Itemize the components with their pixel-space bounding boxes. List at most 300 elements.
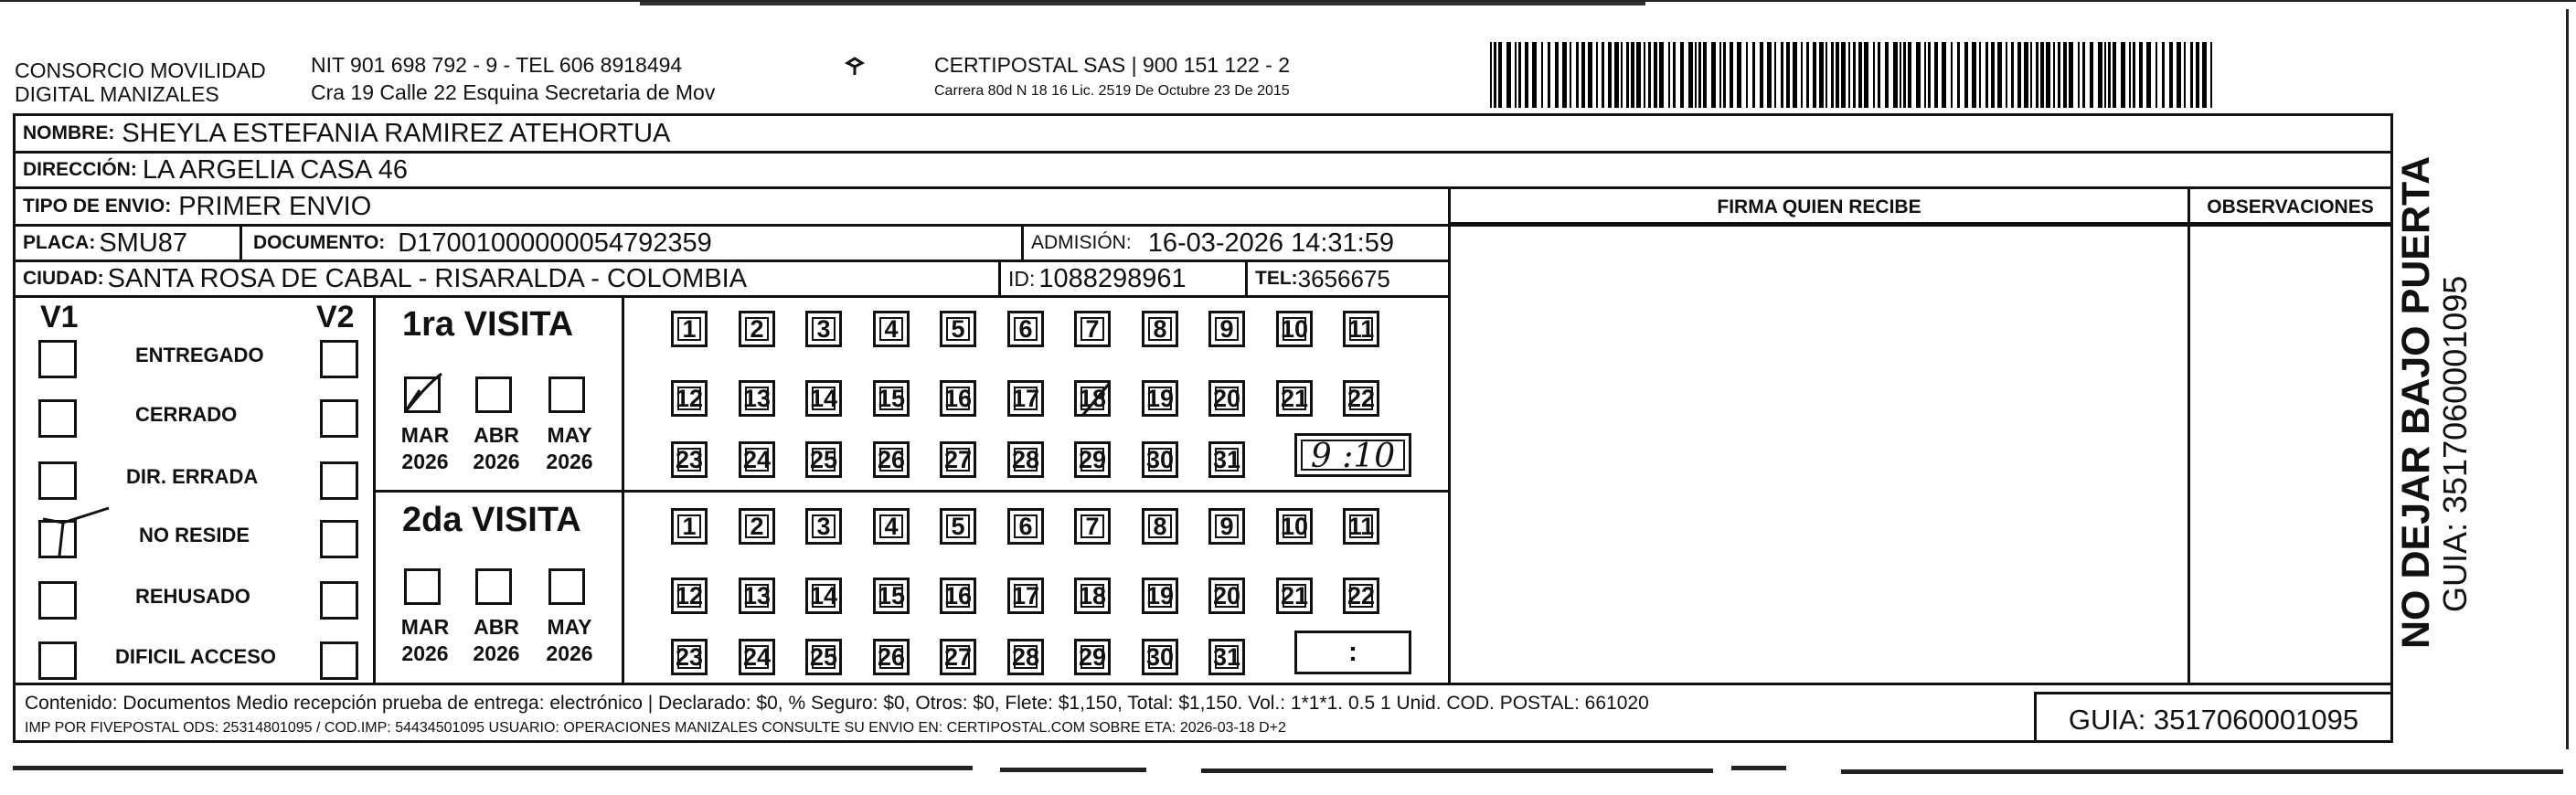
- barcode-bar: [1928, 42, 1931, 108]
- day-number: 29: [1078, 642, 1107, 671]
- day-box[interactable]: [739, 639, 775, 675]
- day-box[interactable]: [1208, 508, 1245, 545]
- barcode-bar: [1719, 42, 1721, 108]
- barcode-bar: [1801, 42, 1803, 108]
- month-year: 2026: [473, 641, 520, 665]
- v1-checkbox[interactable]: [38, 399, 77, 438]
- day-number: 30: [1145, 445, 1175, 473]
- barcode-bar: [2063, 42, 2067, 108]
- status-option-label: REHUSADO: [135, 585, 250, 608]
- barcode-bar: [1648, 42, 1651, 108]
- day-number: 8: [1153, 314, 1167, 343]
- day-box[interactable]: [873, 578, 910, 614]
- day-box[interactable]: [1276, 578, 1313, 614]
- v2-checkbox[interactable]: [320, 340, 358, 378]
- barcode-bar: [1826, 42, 1827, 108]
- barcode-bar: [1964, 42, 1968, 108]
- guia-box: [2034, 692, 2393, 743]
- admision-value: 16-03-2026 14:31:59: [1147, 228, 1394, 258]
- day-number: 2: [750, 512, 764, 540]
- barcode-bar: [1498, 42, 1502, 108]
- barcode-bar: [1673, 42, 1676, 108]
- barcode-bar: [1668, 42, 1670, 108]
- day-number: 1: [682, 314, 697, 343]
- barcode-bar: [1916, 42, 1921, 108]
- status-option-label: CERRADO: [135, 403, 238, 426]
- barcode-bar: [1806, 42, 1809, 108]
- barcode-bar: [1972, 42, 1976, 108]
- day-box[interactable]: [1208, 311, 1245, 347]
- barcode-bar: [2078, 42, 2080, 108]
- day-box[interactable]: [1074, 639, 1111, 675]
- day-box[interactable]: [1007, 508, 1044, 545]
- placa-value: SMU87: [99, 228, 188, 258]
- day-number: 9: [1219, 512, 1234, 540]
- barcode-bar: [2017, 42, 2021, 108]
- month-year: 2026: [473, 450, 520, 473]
- status-option-label: DIR. ERRADA: [126, 465, 259, 488]
- month-checkbox[interactable]: [548, 376, 585, 413]
- day-number: 22: [1347, 581, 1376, 610]
- barcode-bar: [1934, 42, 1938, 108]
- barcode-bar: [1813, 42, 1816, 108]
- day-box[interactable]: [1343, 380, 1379, 417]
- day-box[interactable]: [1208, 441, 1245, 478]
- day-box[interactable]: [1007, 441, 1044, 478]
- v1-checkbox[interactable]: [38, 340, 77, 378]
- barcode-bar: [1786, 42, 1790, 108]
- id-field: [998, 262, 1245, 295]
- day-number: 15: [877, 581, 906, 610]
- barcode-bar: [2069, 42, 2073, 108]
- barcode-bar: [2104, 42, 2106, 108]
- barcode-bar: [2053, 42, 2055, 108]
- barcode-bar: [1688, 42, 1693, 108]
- tel-label: TEL:: [1255, 268, 1298, 289]
- barcode-bar: [1979, 42, 1981, 108]
- documento-label: DOCUMENTO:: [253, 232, 386, 253]
- barcode-bar: [2196, 42, 2199, 108]
- month-label: [538, 614, 601, 667]
- barcode-bar: [1555, 42, 1559, 108]
- day-box[interactable]: [940, 441, 976, 478]
- day-box[interactable]: [1276, 311, 1313, 347]
- day-number: 25: [809, 445, 838, 473]
- day-number: 8: [1153, 512, 1167, 540]
- day-box[interactable]: [873, 380, 910, 417]
- v2-checkbox[interactable]: [320, 461, 358, 500]
- month-label: [538, 422, 601, 475]
- v2-checkbox[interactable]: [320, 399, 358, 438]
- barcode-bar: [1695, 42, 1697, 108]
- day-box[interactable]: [940, 311, 976, 347]
- day-number: 18: [1078, 581, 1107, 610]
- day-number: 22: [1347, 384, 1376, 412]
- barcode-bar: [1942, 42, 1946, 108]
- barcode-bar: [1636, 42, 1641, 108]
- day-box[interactable]: [1343, 508, 1379, 545]
- day-box[interactable]: [805, 311, 842, 347]
- admision-field: [1021, 227, 1451, 260]
- day-box[interactable]: [1007, 311, 1044, 347]
- day-number: 4: [884, 512, 899, 540]
- barcode-bar: [2108, 42, 2111, 108]
- day-box[interactable]: [1276, 380, 1313, 417]
- barcode-bar: [1562, 42, 1567, 108]
- barcode-bar: [2058, 42, 2060, 108]
- month-name: MAY: [547, 423, 592, 447]
- v1-checkbox[interactable]: [38, 520, 77, 558]
- day-box[interactable]: [1007, 578, 1044, 614]
- tipo-label: TIPO DE ENVIO:: [23, 196, 172, 217]
- firma-box: [1448, 186, 2190, 685]
- barcode-bar: [1781, 42, 1783, 108]
- day-box[interactable]: [940, 380, 976, 417]
- v2-header: V2: [316, 300, 355, 334]
- barcode-bar: [2082, 42, 2085, 108]
- day-number: 6: [1018, 314, 1033, 343]
- carrier-license: Carrera 80d N 18 16 Lic. 2519 De Octubre 23 De 2015: [934, 83, 1290, 99]
- month-label: [393, 614, 457, 667]
- day-number: 3: [816, 314, 831, 343]
- barcode-bar: [1631, 42, 1634, 108]
- placa-label: PLACA:: [23, 232, 96, 253]
- day-box[interactable]: [739, 311, 775, 347]
- day-box[interactable]: [940, 578, 976, 614]
- sender-company: [15, 58, 266, 106]
- barcode-bar: [1873, 42, 1875, 108]
- day-number: 13: [742, 581, 772, 610]
- visit1-time[interactable]: [1294, 433, 1411, 477]
- barcode-bar: [2162, 42, 2165, 108]
- nombre-label: NOMBRE:: [23, 122, 115, 143]
- day-box[interactable]: [805, 380, 842, 417]
- barcode-bar: [1997, 42, 2002, 108]
- visit2-time[interactable]: [1294, 631, 1411, 674]
- month-year: 2026: [401, 641, 449, 665]
- v2-checkbox[interactable]: [320, 641, 358, 680]
- status-option-label: DIFICIL ACCESO: [115, 645, 277, 668]
- barcode-bar: [2139, 42, 2143, 108]
- day-box[interactable]: [671, 441, 708, 478]
- day-box[interactable]: [873, 311, 910, 347]
- day-number: 13: [742, 384, 772, 412]
- v2-checkbox[interactable]: [320, 520, 358, 558]
- direccion-value: LA ARGELIA CASA 46: [142, 154, 409, 185]
- day-box[interactable]: [1007, 639, 1044, 675]
- day-box[interactable]: [1074, 508, 1111, 545]
- day-number: 21: [1280, 384, 1309, 412]
- sender-info: [311, 53, 715, 104]
- day-box[interactable]: [671, 578, 708, 614]
- month-year: 2026: [546, 641, 593, 665]
- day-box[interactable]: [805, 578, 842, 614]
- scan-edge-top: [0, 0, 2576, 13]
- day-number: 5: [951, 512, 965, 540]
- barcode-bar: [1654, 42, 1657, 108]
- day-number: 21: [1280, 581, 1309, 610]
- day-number: 16: [943, 581, 973, 610]
- barcode-bar: [2146, 42, 2151, 108]
- tipo-value: PRIMER ENVIO: [178, 191, 372, 221]
- day-box[interactable]: [1142, 311, 1178, 347]
- side-text: [2395, 156, 2474, 649]
- barcode-bar: [1746, 42, 1748, 108]
- day-box[interactable]: [1142, 578, 1178, 614]
- carrier-name: CERTIPOSTAL SAS | 900 151 122 - 2: [934, 53, 1291, 77]
- barcode-bar: [2030, 42, 2032, 108]
- day-number: 24: [742, 642, 772, 671]
- day-box[interactable]: [1343, 578, 1379, 614]
- day-number: 16: [943, 384, 973, 412]
- barcode-bar: [1774, 42, 1776, 108]
- month-label: [464, 422, 528, 475]
- side-warning: NO DEJAR BAJO PUERTA: [2394, 155, 2438, 649]
- visit2-title: 2da VISITA: [402, 501, 581, 539]
- barcode-bar: [1853, 42, 1856, 108]
- v1-checkbox[interactable]: [38, 581, 77, 620]
- day-box[interactable]: [739, 508, 775, 545]
- month-name: ABR: [474, 423, 519, 447]
- barcode-bar: [2006, 42, 2007, 108]
- barcode-bar: [1659, 42, 1664, 108]
- day-number: 27: [943, 642, 973, 671]
- day-box[interactable]: [1142, 380, 1178, 417]
- barcode-bar: [2090, 42, 2093, 108]
- day-number: 14: [809, 384, 838, 412]
- month-checkbox[interactable]: [475, 568, 512, 605]
- barcode-bar: [1644, 42, 1645, 108]
- day-box[interactable]: [1074, 380, 1111, 417]
- day-box[interactable]: [671, 639, 708, 675]
- day-number: 4: [884, 314, 899, 343]
- footer-imp: IMP POR FIVEPOSTAL ODS: 25314801095 / COD.IMP: 54434501095 USUARIO: OPERACIONES MANIZALES CONSULTE SU ENVIO EN: CERTIPOSTAL.COM SOBRE ETA: 2026-03-18 D+2: [25, 720, 1286, 736]
- row-direccion: [13, 151, 2393, 189]
- barcode-bar: [1506, 42, 1511, 108]
- barcode-bar: [2036, 42, 2038, 108]
- day-number: 19: [1145, 384, 1175, 412]
- day-number: 10: [1280, 314, 1309, 343]
- month-checkbox[interactable]: [404, 568, 441, 605]
- day-number: 20: [1212, 581, 1241, 610]
- barcode-bar: [1878, 42, 1880, 108]
- barcode-bar: [2113, 42, 2116, 108]
- day-number: 2: [750, 314, 764, 343]
- month-label: [464, 614, 528, 667]
- day-box[interactable]: [739, 441, 775, 478]
- day-number: 20: [1212, 384, 1241, 412]
- guia-box-value: GUIA: 3517060001095: [2068, 704, 2359, 736]
- day-number: 23: [675, 642, 704, 671]
- ciudad-value: SANTA ROSA DE CABAL - RISARALDA - COLOMBIA: [107, 263, 748, 293]
- sender-address: Cra 19 Calle 22 Esquina Secretaria de Mov: [311, 80, 716, 104]
- footer-contenido: Contenido: Documentos Medio recepción prueba de entrega: electrónico | Declarado: $0, % Seguro: $0, Otros: $0, Flete: $1,150, Total: $1,150. Vol.: 1*1*1. 0.5 1 Unid. COD. POSTAL: 661020: [25, 693, 1649, 714]
- placa-field: [16, 227, 242, 260]
- day-number: 25: [809, 642, 838, 671]
- day-box[interactable]: [873, 508, 910, 545]
- day-box[interactable]: [1007, 380, 1044, 417]
- barcode-bar: [1596, 42, 1598, 108]
- barcode-bar: [1819, 42, 1824, 108]
- day-number: 28: [1011, 642, 1040, 671]
- month-checkbox[interactable]: [548, 568, 585, 605]
- day-number: 9: [1219, 314, 1234, 343]
- month-year: 2026: [401, 450, 449, 473]
- barcode-bar: [1991, 42, 1995, 108]
- nombre-field: [16, 116, 670, 151]
- month-label: [393, 422, 457, 475]
- barcode-bar: [1515, 42, 1517, 108]
- barcode-bar: [2156, 42, 2157, 108]
- tipo-field: [16, 189, 371, 224]
- barcode-bar: [1924, 42, 1926, 108]
- day-box[interactable]: [873, 639, 910, 675]
- day-box[interactable]: [1074, 578, 1111, 614]
- barcode-bar: [2046, 42, 2050, 108]
- day-number: 26: [877, 445, 906, 473]
- barcode-bar: [1723, 42, 1726, 108]
- barcode-bar: [1951, 42, 1953, 108]
- barcode-bar: [1908, 42, 1911, 108]
- barcode-bar: [2202, 42, 2207, 108]
- visit1-time-value: 9 :10: [1310, 438, 1396, 475]
- day-box[interactable]: [671, 508, 708, 545]
- documento-value: D17001000000054792359: [398, 228, 712, 258]
- v1-header: V1: [40, 300, 79, 334]
- scan-edge-right: [2566, 9, 2569, 749]
- month-checkbox[interactable]: [404, 376, 441, 413]
- month-name: MAR: [400, 423, 450, 447]
- direccion-label: DIRECCIÓN:: [23, 159, 137, 180]
- row-placa: [13, 224, 1451, 262]
- day-box[interactable]: [1208, 639, 1245, 675]
- barcode-bar: [1548, 42, 1550, 108]
- day-box[interactable]: [805, 639, 842, 675]
- barcode-bar: [1518, 42, 1521, 108]
- sender-company-line2: DIGITAL MANIZALES: [15, 82, 219, 106]
- day-box[interactable]: [873, 441, 910, 478]
- nombre-value: SHEYLA ESTEFANIA RAMIREZ ATEHORTUA: [122, 118, 671, 148]
- barcode-bar: [1848, 42, 1850, 108]
- day-box[interactable]: [1074, 311, 1111, 347]
- day-number: 17: [1011, 581, 1040, 610]
- documento-field: [246, 227, 1023, 260]
- month-name: MAY: [547, 615, 592, 639]
- barcode-bar: [2098, 42, 2102, 108]
- day-box[interactable]: [1343, 311, 1379, 347]
- day-number: 12: [675, 384, 704, 412]
- day-number: 28: [1011, 445, 1040, 473]
- id-label: ID:: [1008, 266, 1036, 291]
- barcode-bar: [2129, 42, 2131, 108]
- barcode-bar: [1608, 42, 1612, 108]
- day-number: 29: [1078, 445, 1107, 473]
- day-number: 3: [816, 512, 831, 540]
- barcode-bar: [1793, 42, 1797, 108]
- ciudad-field: [16, 262, 998, 295]
- barcode-bar: [1614, 42, 1619, 108]
- barcode-bar: [2210, 42, 2212, 108]
- barcode-bar: [1900, 42, 1901, 108]
- barcode-bar: [1831, 42, 1834, 108]
- day-box[interactable]: [1208, 380, 1245, 417]
- day-number: 26: [877, 642, 906, 671]
- day-box[interactable]: [671, 380, 708, 417]
- barcode-bar: [1581, 42, 1585, 108]
- month-checkbox[interactable]: [475, 376, 512, 413]
- day-number: 31: [1212, 445, 1241, 473]
- day-number: 31: [1212, 642, 1241, 671]
- barcode-bar: [1490, 42, 1492, 108]
- day-box[interactable]: [1074, 441, 1111, 478]
- day-box[interactable]: [739, 578, 775, 614]
- barcode-bar: [1621, 42, 1623, 108]
- v1-checkbox[interactable]: [38, 641, 77, 680]
- day-number: 24: [742, 445, 772, 473]
- day-number: 12: [675, 581, 704, 610]
- day-number: 30: [1145, 642, 1175, 671]
- barcode-bar: [1680, 42, 1684, 108]
- barcode-bar: [1541, 42, 1543, 108]
- day-mark: [1079, 379, 1115, 426]
- barcode-bar: [1893, 42, 1898, 108]
- day-box[interactable]: [739, 380, 775, 417]
- day-number: 23: [675, 445, 704, 473]
- barcode-bar: [1711, 42, 1716, 108]
- day-box[interactable]: [805, 508, 842, 545]
- side-guia: GUIA: 3517060001095: [2436, 275, 2474, 612]
- barcode-bar: [2121, 42, 2125, 108]
- tel-field: [1245, 262, 1451, 295]
- barcode-bar: [1494, 42, 1496, 108]
- row-nombre: [13, 113, 2393, 154]
- day-box[interactable]: [1142, 441, 1178, 478]
- barcode-bar: [1858, 42, 1862, 108]
- barcode-bar: [1836, 42, 1839, 108]
- day-number: 5: [951, 314, 965, 343]
- ciudad-label: CIUDAD:: [23, 268, 104, 289]
- status-option-label: ENTREGADO: [135, 344, 264, 366]
- barcode-bar: [1602, 42, 1604, 108]
- day-box[interactable]: [1208, 578, 1245, 614]
- barcode-bar: [1588, 42, 1592, 108]
- day-box[interactable]: [1142, 508, 1178, 545]
- day-box[interactable]: [940, 639, 976, 675]
- sender-nit: NIT 901 698 792 - 9 - TEL 606 8918494: [311, 53, 683, 77]
- barcode-bar: [1737, 42, 1741, 108]
- barcode-bar: [1730, 42, 1733, 108]
- barcode-bar: [1698, 42, 1701, 108]
- day-number: 10: [1280, 512, 1309, 540]
- barcode-bar: [1957, 42, 1960, 108]
- day-box[interactable]: [1276, 508, 1313, 545]
- day-box[interactable]: [940, 508, 976, 545]
- admision-label: ADMISIÓN:: [1031, 232, 1132, 253]
- direccion-field: [16, 154, 408, 186]
- barcode-bar: [1885, 42, 1889, 108]
- day-box[interactable]: [1142, 639, 1178, 675]
- v2-checkbox[interactable]: [320, 581, 358, 620]
- barcode-bar: [1767, 42, 1772, 108]
- day-number: 17: [1011, 384, 1040, 412]
- observaciones-box: [2187, 186, 2393, 685]
- day-number: 27: [943, 445, 973, 473]
- day-number: 11: [1347, 314, 1375, 343]
- visit2-time-value: :: [1348, 637, 1357, 667]
- v1-checkbox[interactable]: [38, 461, 77, 500]
- day-box[interactable]: [805, 441, 842, 478]
- day-box[interactable]: [671, 311, 708, 347]
